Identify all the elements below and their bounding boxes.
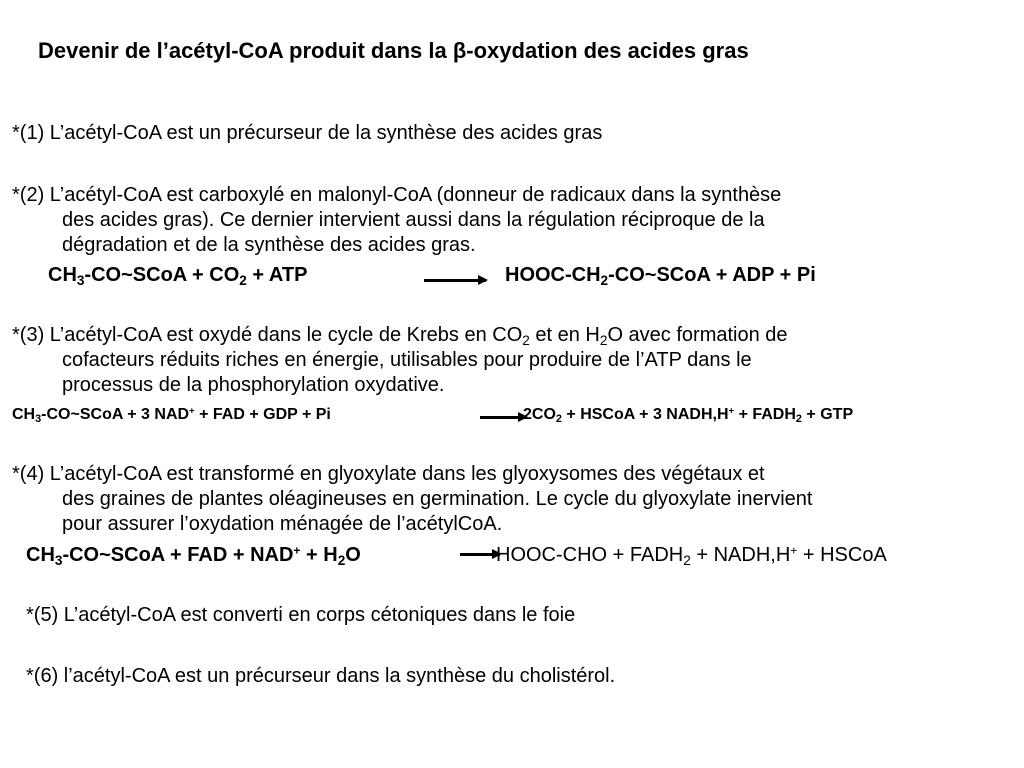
beta-symbol: β	[452, 38, 467, 63]
equation-3-left: $CH_3-CO\sim SCoA$ + FAD + $NAD^+ + H_2O$	[26, 543, 361, 568]
item-5: *(5) L’acétyl-CoA est converti en corps cétoniques dans le foie	[26, 604, 576, 626]
item-2: *(2) L’acétyl-CoA est carboxylé en malonyl-CoA (donneur de radicaux dans la synthèse des acides gras). Ce dernier intervient aussi dans la régulation réciproque de la dégradation et de la synthèse des acides gras.	[12, 184, 782, 256]
page-title: Devenir de l’acétyl-CoA produit dans la β-oxydation des acides gras	[38, 38, 749, 63]
item-4: *(4) L’acétyl-CoA est transformé en glyoxylate dans les glyoxysomes des végétaux et des graines de plantes oléagineuses en germination. Le cycle du glyoxylate inervient pour assurer l’oxydation ménagée de l’acétylCoA.	[12, 463, 813, 535]
equation-1-right: HOOC-$CH_2-CO\sim SCoA$ + ADP + Pi	[505, 264, 816, 288]
reaction-arrow-2	[480, 416, 526, 419]
equation-1-left: $CH_3-CO\sim SCoA + CO_2$ + ATP	[48, 264, 308, 288]
reaction-arrow-3	[460, 553, 500, 556]
reaction-arrow-1	[424, 279, 486, 282]
equation-3-right: HOOC-CHO + $FADH_2$ + NADH,H+ + HSCoA	[496, 543, 887, 568]
equation-2-left: $CH_3-CO\sim SCoA + 3$ NAD+ + FAD + GDP + Pi	[12, 405, 331, 426]
item-3: *(3) L’acétyl-CoA est oxydé dans le cycle de Krebs en $CO_2$ et en $H_2O$ avec formation de cofacteurs réduits riches en énergie, utilisables pour produire de l’ATP dans le processus de la phosphorylation oxydative.	[12, 324, 788, 396]
item-6: *(6) l’acétyl-CoA est un précurseur dans la synthèse du cholistérol.	[26, 665, 616, 687]
item-1: *(1) L’acétyl-CoA est un précurseur de la synthèse des acides gras	[12, 122, 603, 144]
equation-2-right: $2CO_2$ + HSCoA + 3 NADH,H+ + $FADH_2$ + GTP	[523, 405, 854, 426]
